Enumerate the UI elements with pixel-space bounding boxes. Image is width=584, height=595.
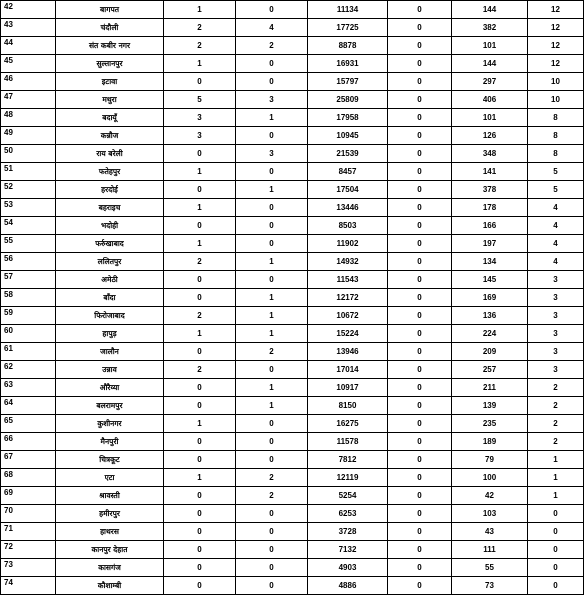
serial-number-cell: 44 [1,37,56,55]
value-cell-a: 0 [164,505,236,523]
table-row [1,307,584,325]
tests-cell: 8878 [308,37,388,55]
value-cell-f: 12 [528,19,584,37]
value-cell-b: 0 [236,559,308,577]
value-cell-d: 0 [388,523,452,541]
value-cell-d: 0 [388,361,452,379]
tests-cell: 16275 [308,415,388,433]
value-cell-a: 2 [164,307,236,325]
table-row [1,433,584,451]
value-cell-b: 1 [236,379,308,397]
value-cell-d: 0 [388,541,452,559]
serial-number-cell: 65 [1,415,56,433]
value-cell-f: 8 [528,145,584,163]
serial-number-cell: 45 [1,55,56,73]
value-cell-b: 3 [236,145,308,163]
tests-cell: 8150 [308,397,388,415]
tests-cell: 4903 [308,559,388,577]
value-cell-b: 4 [236,19,308,37]
tests-cell: 12172 [308,289,388,307]
serial-number-cell: 52 [1,181,56,199]
value-cell-b: 2 [236,469,308,487]
value-cell-e: 178 [452,199,528,217]
value-cell-b: 0 [236,577,308,595]
value-cell-b: 1 [236,289,308,307]
table-row [1,217,584,235]
value-cell-f: 2 [528,379,584,397]
value-cell-a: 5 [164,91,236,109]
value-cell-f: 0 [528,505,584,523]
value-cell-b: 0 [236,235,308,253]
table-row [1,199,584,217]
table-row [1,145,584,163]
value-cell-b: 0 [236,55,308,73]
tests-cell: 15224 [308,325,388,343]
district-name-cell: फतेहपुर [56,163,164,181]
value-cell-a: 1 [164,235,236,253]
value-cell-a: 3 [164,109,236,127]
value-cell-b: 3 [236,91,308,109]
district-name-cell: जालौन [56,343,164,361]
tests-cell: 11134 [308,1,388,19]
value-cell-d: 0 [388,343,452,361]
district-name-cell: कौशाम्बी [56,577,164,595]
tests-cell: 3728 [308,523,388,541]
value-cell-e: 103 [452,505,528,523]
value-cell-b: 0 [236,451,308,469]
table-row [1,541,584,559]
value-cell-f: 3 [528,307,584,325]
value-cell-e: 378 [452,181,528,199]
value-cell-a: 0 [164,181,236,199]
table-row [1,397,584,415]
value-cell-a: 0 [164,271,236,289]
value-cell-a: 0 [164,541,236,559]
serial-number-cell: 53 [1,199,56,217]
value-cell-d: 0 [388,433,452,451]
value-cell-e: 144 [452,55,528,73]
value-cell-f: 0 [528,523,584,541]
value-cell-e: 101 [452,109,528,127]
serial-number-cell: 66 [1,433,56,451]
value-cell-e: 141 [452,163,528,181]
district-name-cell: हमीरपुर [56,505,164,523]
value-cell-b: 0 [236,1,308,19]
district-name-cell: श्रावस्ती [56,487,164,505]
value-cell-b: 0 [236,217,308,235]
table-row [1,109,584,127]
value-cell-e: 43 [452,523,528,541]
value-cell-b: 1 [236,325,308,343]
district-name-cell: फिरोजाबाद [56,307,164,325]
value-cell-e: 139 [452,397,528,415]
value-cell-f: 3 [528,361,584,379]
district-name-cell: बहराइच [56,199,164,217]
value-cell-a: 1 [164,199,236,217]
district-name-cell: भदोही [56,217,164,235]
value-cell-b: 1 [236,307,308,325]
value-cell-f: 2 [528,433,584,451]
district-name-cell: बाँदा [56,289,164,307]
value-cell-e: 136 [452,307,528,325]
serial-number-cell: 64 [1,397,56,415]
value-cell-d: 0 [388,487,452,505]
value-cell-b: 0 [236,361,308,379]
value-cell-b: 0 [236,541,308,559]
value-cell-b: 1 [236,181,308,199]
value-cell-d: 0 [388,91,452,109]
district-name-cell: फर्रुखाबाद [56,235,164,253]
serial-number-cell: 54 [1,217,56,235]
value-cell-e: 42 [452,487,528,505]
table-row [1,91,584,109]
serial-number-cell: 48 [1,109,56,127]
value-cell-d: 0 [388,505,452,523]
serial-number-cell: 50 [1,145,56,163]
value-cell-a: 0 [164,289,236,307]
district-name-cell: ललितपुर [56,253,164,271]
value-cell-a: 3 [164,127,236,145]
table-row [1,505,584,523]
value-cell-a: 2 [164,253,236,271]
serial-number-cell: 68 [1,469,56,487]
value-cell-a: 0 [164,217,236,235]
district-name-cell: संत कबीर नगर [56,37,164,55]
value-cell-f: 4 [528,217,584,235]
district-name-cell: हाथरस [56,523,164,541]
table-row [1,469,584,487]
value-cell-a: 1 [164,55,236,73]
value-cell-e: 197 [452,235,528,253]
table-row [1,559,584,577]
table-row [1,55,584,73]
tests-cell: 6253 [308,505,388,523]
tests-cell: 14932 [308,253,388,271]
value-cell-d: 0 [388,577,452,595]
value-cell-e: 134 [452,253,528,271]
tests-cell: 21539 [308,145,388,163]
value-cell-d: 0 [388,217,452,235]
value-cell-f: 4 [528,253,584,271]
tests-cell: 12119 [308,469,388,487]
district-name-cell: हरदोई [56,181,164,199]
tests-cell: 15797 [308,73,388,91]
value-cell-a: 0 [164,577,236,595]
serial-number-cell: 62 [1,361,56,379]
serial-number-cell: 72 [1,541,56,559]
tests-cell: 4886 [308,577,388,595]
value-cell-d: 0 [388,163,452,181]
value-cell-d: 0 [388,109,452,127]
table-row [1,361,584,379]
value-cell-e: 169 [452,289,528,307]
district-name-cell: राय बरेली [56,145,164,163]
district-name-cell: कानपुर देहात [56,541,164,559]
value-cell-a: 0 [164,343,236,361]
value-cell-d: 0 [388,199,452,217]
value-cell-f: 3 [528,343,584,361]
value-cell-a: 0 [164,73,236,91]
tests-cell: 8457 [308,163,388,181]
value-cell-b: 0 [236,271,308,289]
value-cell-f: 12 [528,37,584,55]
table-row [1,523,584,541]
value-cell-d: 0 [388,415,452,433]
value-cell-a: 1 [164,163,236,181]
value-cell-a: 1 [164,415,236,433]
table-row [1,451,584,469]
value-cell-f: 1 [528,451,584,469]
serial-number-cell: 70 [1,505,56,523]
table-row [1,271,584,289]
value-cell-d: 0 [388,289,452,307]
value-cell-d: 0 [388,559,452,577]
table-row [1,289,584,307]
tests-cell: 17958 [308,109,388,127]
table-row [1,487,584,505]
value-cell-e: 224 [452,325,528,343]
table-row [1,73,584,91]
value-cell-f: 5 [528,163,584,181]
value-cell-f: 1 [528,469,584,487]
value-cell-d: 0 [388,379,452,397]
serial-number-cell: 71 [1,523,56,541]
value-cell-a: 0 [164,523,236,541]
value-cell-a: 0 [164,145,236,163]
table-row [1,325,584,343]
table-row [1,235,584,253]
value-cell-d: 0 [388,1,452,19]
table-row [1,253,584,271]
district-name-cell: बागपत [56,1,164,19]
value-cell-b: 0 [236,505,308,523]
tests-cell: 8503 [308,217,388,235]
value-cell-a: 1 [164,469,236,487]
table-row [1,181,584,199]
value-cell-f: 10 [528,73,584,91]
serial-number-cell: 58 [1,289,56,307]
value-cell-e: 406 [452,91,528,109]
value-cell-f: 0 [528,541,584,559]
value-cell-d: 0 [388,73,452,91]
value-cell-e: 348 [452,145,528,163]
tests-cell: 10945 [308,127,388,145]
tests-cell: 5254 [308,487,388,505]
table-row [1,37,584,55]
value-cell-e: 297 [452,73,528,91]
value-cell-d: 0 [388,181,452,199]
value-cell-a: 2 [164,19,236,37]
value-cell-e: 145 [452,271,528,289]
value-cell-e: 144 [452,1,528,19]
district-name-cell: चित्रकूट [56,451,164,469]
value-cell-d: 0 [388,469,452,487]
value-cell-a: 0 [164,433,236,451]
value-cell-f: 3 [528,325,584,343]
district-name-cell: कासगंज [56,559,164,577]
value-cell-f: 4 [528,235,584,253]
tests-cell: 25809 [308,91,388,109]
tests-cell: 17725 [308,19,388,37]
value-cell-e: 211 [452,379,528,397]
value-cell-f: 12 [528,55,584,73]
value-cell-b: 0 [236,523,308,541]
value-cell-e: 100 [452,469,528,487]
tests-cell: 17014 [308,361,388,379]
serial-number-cell: 57 [1,271,56,289]
value-cell-b: 2 [236,37,308,55]
district-name-cell: चंदौली [56,19,164,37]
tests-cell: 13946 [308,343,388,361]
value-cell-f: 5 [528,181,584,199]
tests-cell: 7132 [308,541,388,559]
value-cell-b: 0 [236,415,308,433]
value-cell-f: 3 [528,271,584,289]
value-cell-f: 8 [528,127,584,145]
value-cell-d: 0 [388,325,452,343]
district-name-cell: कुशीनगर [56,415,164,433]
tests-cell: 11902 [308,235,388,253]
district-name-cell: मथुरा [56,91,164,109]
value-cell-a: 1 [164,1,236,19]
serial-number-cell: 60 [1,325,56,343]
tests-cell: 10917 [308,379,388,397]
value-cell-d: 0 [388,451,452,469]
tests-cell: 11578 [308,433,388,451]
serial-number-cell: 56 [1,253,56,271]
value-cell-e: 126 [452,127,528,145]
value-cell-b: 0 [236,163,308,181]
district-name-cell: बलरामपुर [56,397,164,415]
value-cell-e: 73 [452,577,528,595]
value-cell-e: 101 [452,37,528,55]
value-cell-a: 2 [164,37,236,55]
value-cell-f: 8 [528,109,584,127]
value-cell-e: 382 [452,19,528,37]
table-body [1,1,584,595]
value-cell-b: 1 [236,253,308,271]
district-name-cell: मैनपुरी [56,433,164,451]
value-cell-d: 0 [388,235,452,253]
table-row [1,343,584,361]
value-cell-f: 4 [528,199,584,217]
serial-number-cell: 61 [1,343,56,361]
district-name-cell: अमेठी [56,271,164,289]
serial-number-cell: 63 [1,379,56,397]
serial-number-cell: 47 [1,91,56,109]
value-cell-a: 0 [164,379,236,397]
table-row [1,19,584,37]
serial-number-cell: 67 [1,451,56,469]
value-cell-a: 0 [164,487,236,505]
value-cell-e: 235 [452,415,528,433]
district-name-cell: एटा [56,469,164,487]
district-name-cell: बदायूँ [56,109,164,127]
serial-number-cell: 55 [1,235,56,253]
value-cell-e: 189 [452,433,528,451]
district-name-cell: इटावा [56,73,164,91]
tests-cell: 11543 [308,271,388,289]
value-cell-d: 0 [388,307,452,325]
value-cell-f: 3 [528,289,584,307]
serial-number-cell: 46 [1,73,56,91]
value-cell-d: 0 [388,55,452,73]
value-cell-d: 0 [388,397,452,415]
serial-number-cell: 49 [1,127,56,145]
value-cell-e: 166 [452,217,528,235]
table-row [1,1,584,19]
district-name-cell: कन्नौज [56,127,164,145]
tests-cell: 17504 [308,181,388,199]
value-cell-b: 2 [236,487,308,505]
value-cell-e: 55 [452,559,528,577]
serial-number-cell: 74 [1,577,56,595]
value-cell-f: 10 [528,91,584,109]
value-cell-b: 0 [236,199,308,217]
value-cell-d: 0 [388,253,452,271]
value-cell-b: 1 [236,109,308,127]
tests-cell: 10672 [308,307,388,325]
value-cell-f: 1 [528,487,584,505]
value-cell-e: 209 [452,343,528,361]
tests-cell: 7812 [308,451,388,469]
value-cell-f: 0 [528,577,584,595]
value-cell-f: 12 [528,1,584,19]
value-cell-a: 2 [164,361,236,379]
value-cell-d: 0 [388,271,452,289]
value-cell-a: 0 [164,451,236,469]
table-row [1,163,584,181]
value-cell-e: 79 [452,451,528,469]
table-row [1,577,584,595]
value-cell-b: 1 [236,397,308,415]
value-cell-f: 2 [528,415,584,433]
value-cell-b: 0 [236,127,308,145]
tests-cell: 16931 [308,55,388,73]
serial-number-cell: 51 [1,163,56,181]
district-name-cell: औरैय्या [56,379,164,397]
table-row [1,415,584,433]
table-row [1,127,584,145]
serial-number-cell: 73 [1,559,56,577]
serial-number-cell: 59 [1,307,56,325]
district-name-cell: सुल्तानपुर [56,55,164,73]
value-cell-b: 2 [236,343,308,361]
value-cell-a: 0 [164,559,236,577]
value-cell-d: 0 [388,19,452,37]
value-cell-a: 1 [164,325,236,343]
serial-number-cell: 42 [1,1,56,19]
table-row [1,379,584,397]
value-cell-f: 0 [528,559,584,577]
value-cell-f: 2 [528,397,584,415]
value-cell-e: 257 [452,361,528,379]
value-cell-b: 0 [236,433,308,451]
serial-number-cell: 43 [1,19,56,37]
district-name-cell: हापुड़ [56,325,164,343]
value-cell-d: 0 [388,145,452,163]
value-cell-e: 111 [452,541,528,559]
serial-number-cell: 69 [1,487,56,505]
tests-cell: 13446 [308,199,388,217]
value-cell-d: 0 [388,37,452,55]
value-cell-a: 0 [164,397,236,415]
value-cell-d: 0 [388,127,452,145]
value-cell-b: 0 [236,73,308,91]
district-name-cell: उन्नाव [56,361,164,379]
